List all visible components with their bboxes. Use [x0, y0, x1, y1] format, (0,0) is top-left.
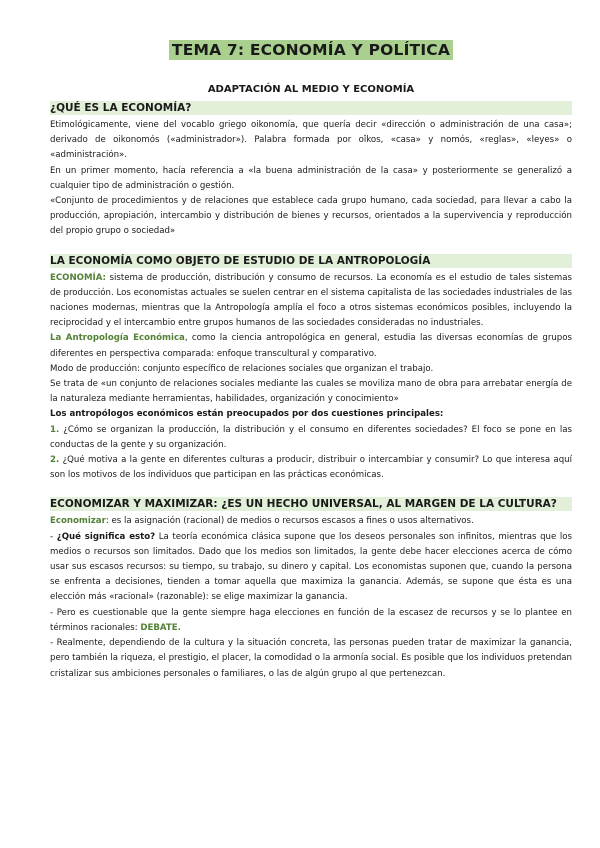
- paragraph-question-2: [50, 453, 572, 483]
- paragraph-cuestiones: Los antropólogos económicos están preocupados por dos cuestiones principales:: [50, 409, 444, 420]
- paragraph-definition: «Conjunto de procedimientos y de relaciones que establece cada grupo humano, cada sociedad, para llevar a cabo la producción, apropiación, intercambio y distribución de bienes y recursos, orientados a la supervivencia y reproducción del propio grupo o sociedad»: [50, 196, 572, 237]
- debate-label: DEBATE.: [140, 622, 181, 633]
- document-page: [50, 40, 572, 682]
- question-2-number: 2.: [50, 455, 60, 466]
- paragraph-modo-produccion: Modo de producción: conjunto específico de relaciones sociales que organizan el trabajo.: [50, 363, 434, 374]
- paragraph-conjunto-relaciones: Se trata de «un conjunto de relaciones sociales mediante las cuales se moviliza mano de obra para arrebatar energía de la naturaleza mediante herramientas, habilidades, organización y conocimiento»: [50, 379, 572, 405]
- text-cuestionable: - Pero es cuestionable que la gente siempre haga elecciones en función de la escasez de recursos y se lo plantee en términos racionales:: [50, 607, 572, 633]
- subtitle: ADAPTACIÓN AL MEDIO Y ECONOMÍA: [207, 84, 415, 95]
- term-antropologia-economica: La Antropología Económica: [50, 333, 185, 344]
- question-2-text: ¿Qué motiva a la gente en diferentes culturas a producir, distribuir o intercambiar y consumir? Lo que interesa aquí son los motivos de los individuos que participan en las prácticas económicas.: [50, 455, 572, 481]
- paragraph-que-significa: [50, 530, 572, 606]
- paragraph-question-1: [50, 423, 572, 453]
- term-economia: ECONOMÍA:: [50, 272, 106, 283]
- section-heading-economizar: ECONOMIZAR Y MAXIMIZAR: ¿ES UN HECHO UNIVERSAL, AL MARGEN DE LA CULTURA?: [50, 497, 572, 511]
- text-economia: sistema de producción, distribución y consumo de recursos. La economía es el estudio de tales sistemas de producción. Los economistas actuales se suelen centrar en el sistema capitalista de las sociedades industriales de las naciones modernas, mientras que la Antropología amplía el foco a otros sistemas económicos posibles, incluyendo la reciprocidad y el intercambio entre grupos humanos de las sociedades consideradas no industriales.: [50, 272, 572, 329]
- section-heading-que-es-economia: ¿QUÉ ES LA ECONOMÍA?: [50, 101, 572, 115]
- paragraph-realmente: - Realmente, dependiendo de la cultura y la situación concreta, las personas pueden tratar de maximizar la ganancia, pero también la riqueza, el prestigio, el placer, la comodidad o la armonía social. Es posible que los individuos pretendan cristalizar sus ambiciones personales o familiares, o las de algún grupo al que pertenezcan.: [50, 638, 572, 679]
- document-title: [50, 40, 572, 62]
- text-economizar: : es la asignación (racional) de medios o recursos escasos a fines o usos alternativos.: [105, 516, 474, 527]
- paragraph-first-moment: En un primer momento, hacía referencia a «la buena administración de la casa» y posteriormente se generalizó a cualquier tipo de administración o gestión.: [50, 165, 572, 191]
- paragraph-economizar: [50, 514, 572, 529]
- lead-dash: -: [50, 531, 57, 542]
- section-heading-antropologia: LA ECONOMÍA COMO OBJETO DE ESTUDIO DE LA ANTROPOLOGÍA: [50, 254, 572, 268]
- paragraph-cuestionable: [50, 606, 572, 636]
- paragraph-etymology: Etimológicamente, viene del vocablo griego oikonomía, que quería decir «dirección o administración de una casa»; derivado de oikonomós («administrador»). Palabra formada por oîkos, «casa» y nomós, «reglas», «leyes» o «administración».: [50, 120, 572, 161]
- paragraph-economia-definition: [50, 271, 572, 332]
- question-1-number: 1.: [50, 424, 60, 435]
- question-que-significa: ¿Qué significa esto?: [56, 531, 156, 542]
- text-antropologia-economica: , como la ciencia antropológica en general, estudia las diversas economías de grupos diferentes en perspectiva comparada: enfoque transcultural y comparativo.: [50, 333, 572, 359]
- question-1-text: ¿Cómo se organizan la producción, la distribución y el consumo en diferentes sociedades? El foco se pone en las conductas de la gente y su organización.: [50, 424, 572, 450]
- text-que-significa: La teoría económica clásica supone que los deseos personales son infinitos, mientras que los medios o recursos son limitados. Dado que los medios son limitados, la gente debe hacer elecciones acerca de cómo usar sus escasos recursos: su tiempo, su trabajo, su dinero y capital. Los economistas suponen que, cuando la persona se enfrenta a decisiones, tienden a tomar aquella que maximiza la ganancia. Además, se supone que ésta es una elección más «racional» (razonable): se elige maximizar la ganancia.: [50, 531, 572, 603]
- paragraph-antropologia-economica: [50, 331, 572, 361]
- term-economizar: Economizar: [50, 516, 106, 527]
- title-text: TEMA 7: ECONOMÍA Y POLÍTICA: [169, 40, 453, 60]
